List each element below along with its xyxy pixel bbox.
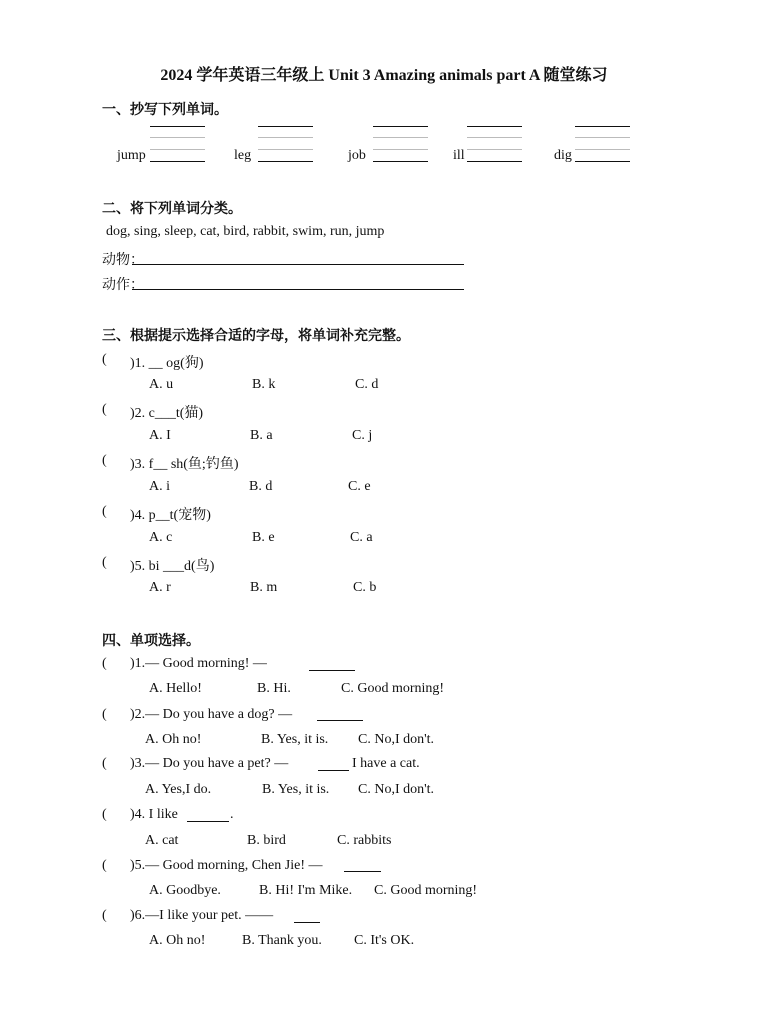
- answer-paren[interactable]: (: [102, 504, 107, 519]
- option-a: A. u: [149, 377, 174, 392]
- option-c: C. No,I don't.: [358, 782, 435, 797]
- option-a: A. Oh no!: [145, 732, 202, 747]
- option-c: C. rabbits: [337, 833, 392, 848]
- question-stem: )5. bi ___d(鸟): [130, 559, 215, 574]
- category-animals-label: 动物：: [102, 253, 144, 268]
- word-job: job: [348, 148, 366, 163]
- option-c: C. d: [355, 377, 379, 392]
- question-tail: .: [230, 807, 234, 822]
- option-c: C. It's OK.: [354, 933, 415, 948]
- page-title: 2024 学年英语三年级上 Unit 3 Amazing animals part A 随堂练习: [160, 67, 608, 84]
- answer-paren[interactable]: (: [102, 707, 107, 722]
- option-a: A. r: [149, 580, 171, 595]
- category-animals-line[interactable]: [132, 264, 464, 265]
- word-jump: jump: [117, 148, 146, 163]
- option-a: A. cat: [145, 833, 179, 848]
- answer-paren[interactable]: (: [102, 908, 107, 923]
- section-4-heading: 四、单项选择。: [102, 634, 200, 649]
- option-b: B. k: [252, 377, 276, 392]
- option-c: C. e: [348, 479, 371, 494]
- answer-blank[interactable]: [187, 821, 229, 822]
- option-b: B. Hi! I'm Mike.: [259, 883, 353, 898]
- option-c: C. j: [352, 428, 373, 443]
- option-a: A. Goodbye.: [149, 883, 221, 898]
- section-2-heading: 二、将下列单词分类。: [102, 202, 242, 217]
- question-stem: )4. I like: [130, 807, 178, 822]
- option-b: B. a: [250, 428, 273, 443]
- answer-paren[interactable]: (: [102, 756, 107, 771]
- option-c: C. Good morning!: [374, 883, 478, 898]
- word-list: dog, sing, sleep, cat, bird, rabbit, swim, run, jump: [106, 224, 385, 239]
- option-b: B. Thank you.: [242, 933, 322, 948]
- question-stem: )5.— Good morning, Chen Jie! —: [130, 858, 323, 873]
- answer-blank[interactable]: [317, 720, 363, 721]
- word-leg: leg: [234, 148, 252, 163]
- option-b: B. Yes, it is.: [261, 732, 329, 747]
- category-actions-label: 动作：: [102, 278, 144, 293]
- answer-blank[interactable]: [294, 922, 320, 923]
- option-c: C. b: [353, 580, 377, 595]
- option-a: A. Yes,I do.: [145, 782, 212, 797]
- answer-blank[interactable]: [309, 670, 355, 671]
- option-b: B. e: [252, 530, 275, 545]
- word-ill: ill: [453, 148, 465, 163]
- question-stem: )2. c___t(猫): [130, 406, 204, 421]
- option-a: A. I: [149, 428, 171, 443]
- option-a: A. c: [149, 530, 173, 545]
- question-stem: )6.—I like your pet. ——: [130, 908, 274, 923]
- word-dig: dig: [554, 148, 572, 163]
- option-a: A. Oh no!: [149, 933, 206, 948]
- option-b: B. bird: [247, 833, 286, 848]
- answer-blank[interactable]: [344, 871, 381, 872]
- category-actions-line[interactable]: [132, 289, 464, 290]
- option-c: C. No,I don't.: [358, 732, 435, 747]
- answer-paren[interactable]: (: [102, 453, 107, 468]
- section-3-heading: 三、根据提示选择合适的字母，将单词补充完整。: [102, 329, 410, 344]
- question-stem: )1. __ og(狗): [130, 356, 204, 371]
- option-b: B. m: [250, 580, 278, 595]
- question-stem: )1.— Good morning! —: [130, 656, 267, 671]
- option-b: B. Hi.: [257, 681, 291, 696]
- answer-paren[interactable]: (: [102, 555, 107, 570]
- answer-paren[interactable]: (: [102, 402, 107, 417]
- option-b: B. d: [249, 479, 273, 494]
- answer-paren[interactable]: (: [102, 807, 107, 822]
- question-stem: )3.— Do you have a pet? —: [130, 756, 289, 771]
- section-1-heading: 一、抄写下列单词。: [102, 103, 228, 118]
- answer-paren[interactable]: (: [102, 352, 107, 367]
- question-stem: )3. f__ sh(鱼;钓鱼): [130, 457, 239, 472]
- option-b: B. Yes, it is.: [262, 782, 330, 797]
- option-c: C. a: [350, 530, 373, 545]
- question-stem: )2.— Do you have a dog? —: [130, 707, 293, 722]
- question-tail: I have a cat.: [352, 756, 420, 771]
- option-c: C. Good morning!: [341, 681, 445, 696]
- question-stem: )4. p__t(宠物): [130, 508, 211, 523]
- answer-paren[interactable]: (: [102, 656, 107, 671]
- option-a: A. i: [149, 479, 170, 494]
- option-a: A. Hello!: [149, 681, 202, 696]
- answer-blank[interactable]: [318, 770, 349, 771]
- answer-paren[interactable]: (: [102, 858, 107, 873]
